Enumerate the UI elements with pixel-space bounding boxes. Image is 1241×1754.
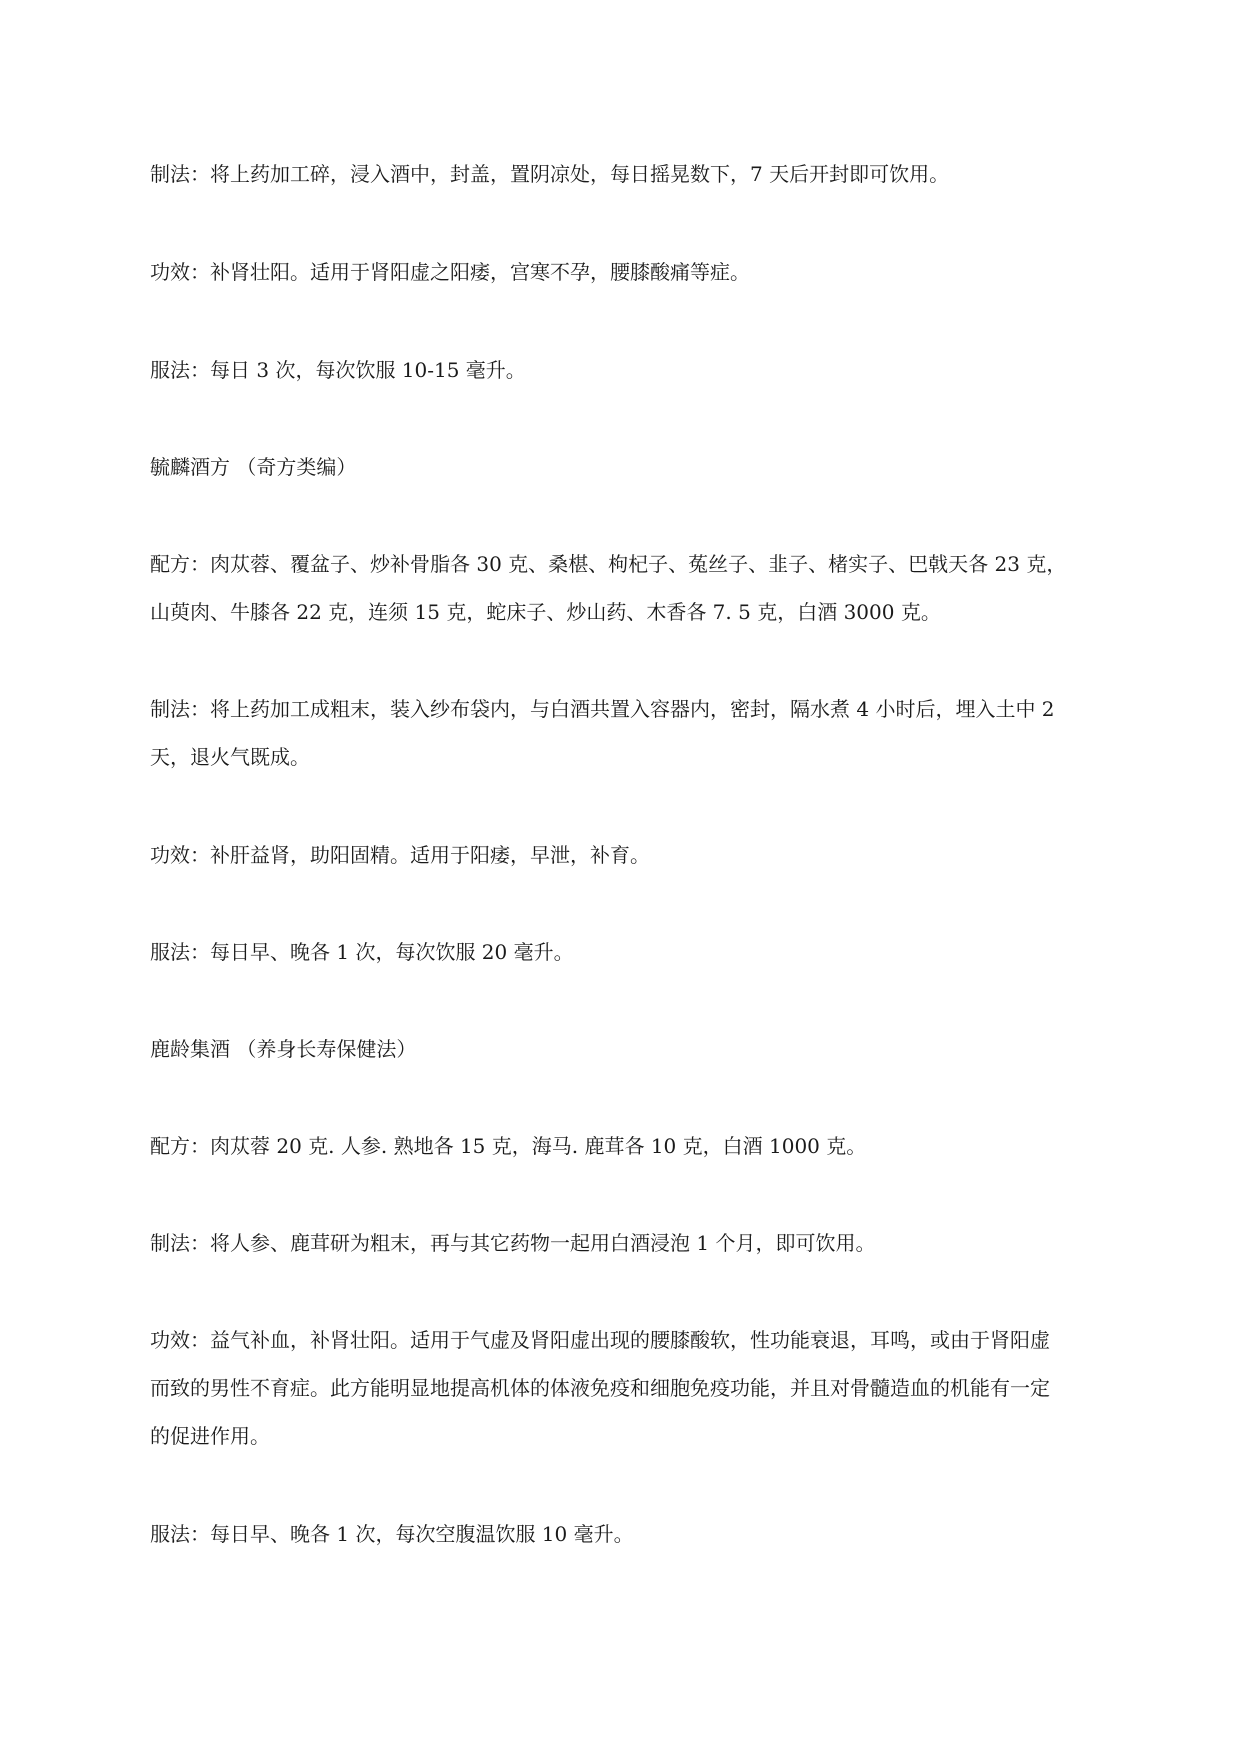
text-line: 服法：每日 3 次，每次饮服 10-15 毫升。 [150,358,526,382]
text-line: 制法：将上药加工碎，浸入酒中，封盖，置阴凉处，每日摇晃数下，7 天后开封即可饮用。 [150,162,950,186]
paragraph-dosage-3 [150,1510,1110,1558]
text-line: 制法：将人参、鹿茸研为粗末，再与其它药物一起用白酒浸泡 1 个月，即可饮用。 [150,1231,876,1255]
text-line: 制法：将上药加工成粗末，装入纱布袋内，与白酒共置入容器内，密封，隔水煮 4 小时后，埋入土中 2 [150,697,1055,721]
text-line: 鹿龄集酒 （养身长寿保健法） [150,1037,417,1061]
text-line: 功效：益气补血，补肾壮阳。适用于气虚及肾阳虚出现的腰膝酸软，性功能衰退，耳鸣，或由于肾阳虚 [150,1328,1050,1352]
paragraph-efficacy-3 [150,1316,1110,1460]
paragraph-dosage-1 [150,346,1110,394]
text-line: 毓麟酒方 （奇方类编） [150,455,357,479]
text-line: 服法：每日早、晚各 1 次，每次空腹温饮服 10 毫升。 [150,1522,634,1546]
heading-yulin-wine [150,443,1110,491]
text-line: 服法：每日早、晚各 1 次，每次饮服 20 毫升。 [150,940,574,964]
text-line: 功效：补肾壮阳。适用于肾阳虚之阳痿，宫寒不孕，腰膝酸痛等症。 [150,260,750,284]
paragraph-preparation-3 [150,1219,1110,1267]
text-line: 的促进作用。 [150,1424,270,1448]
paragraph-efficacy-1 [150,248,1110,296]
heading-luling-wine [150,1025,1110,1073]
text-line: 而致的男性不育症。此方能明显地提高机体的体液免疫和细胞免疫功能，并且对骨髓造血的机能有一定 [150,1376,1050,1400]
text-line: 配方：肉苁蓉 20 克. 人参. 熟地各 15 克，海马. 鹿茸各 10 克，白酒 1000 克。 [150,1134,867,1158]
text-line: 配方：肉苁蓉、覆盆子、炒补骨脂各 30 克、桑椹、枸杞子、菟丝子、韭子、楮实子、巴戟天各 23 克， [150,552,1067,576]
paragraph-preparation-1 [150,150,1110,198]
paragraph-formula-2 [150,540,1110,636]
paragraph-preparation-2 [150,685,1110,781]
paragraph-efficacy-2 [150,831,1110,879]
text-line: 功效：补肝益肾，助阳固精。适用于阳痿，早泄，补育。 [150,843,650,867]
text-line: 山萸肉、牛膝各 22 克，连须 15 克，蛇床子、炒山药、木香各 7. 5 克，白酒 3000 克。 [150,600,941,624]
paragraph-formula-3 [150,1122,1110,1170]
paragraph-dosage-2 [150,928,1110,976]
text-line: 天，退火气既成。 [150,745,310,769]
